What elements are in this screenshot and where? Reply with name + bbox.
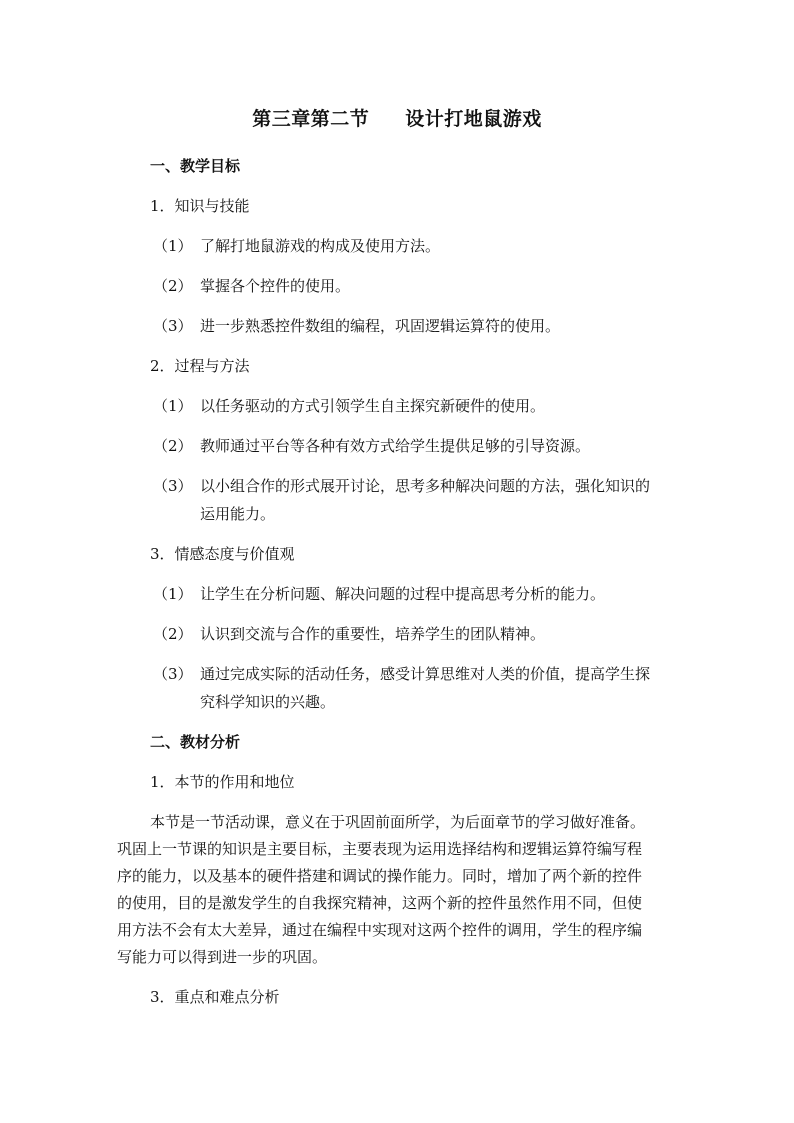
paragraph-line: 巩固上一节课的知识是主要目标，主要表现为运用选择结构和逻辑运算符编写程 [117,840,643,858]
list-item-text: 掌握各个控件的使用。 [200,277,351,295]
section-heading-objectives: 一、教学目标 [150,157,241,175]
paragraph-line: 用方法不会有太大差异，通过在编程中实现对这两个控件的调用，学生的程序编 [117,921,643,939]
list-item-number: （2） [153,437,193,455]
list-item-text: 通过完成实际的活动任务，感受计算思维对人类的价值，提高学生探 [200,665,651,683]
subheading-key-difficult-points: 3．重点和难点分析 [150,988,280,1006]
paragraph-line: 本节是一节活动课，意义在于巩固前面所学，为后面章节的学习做好准备。 [150,813,646,831]
list-item-number: （2） [153,625,193,643]
list-item-number: （3） [153,317,193,335]
list-item-text: 认识到交流与合作的重要性，培养学生的团队精神。 [200,625,546,643]
list-item-text: 进一步熟悉控件数组的编程，巩固逻辑运算符的使用。 [200,317,561,335]
list-item-text: 让学生在分析问题、解决问题的过程中提高思考分析的能力。 [200,585,606,603]
paragraph-line: 写能力可以得到进一步的巩固。 [117,948,328,966]
paragraph-line: 序的能力，以及基本的硬件搭建和调试的操作能力。同时，增加了两个新的控件 [117,867,643,885]
subheading-process-methods: 2．过程与方法 [150,357,250,375]
section-heading-material-analysis: 二、教材分析 [150,733,241,751]
title-chapter: 第三章第二节 [252,108,370,130]
subheading-knowledge-skills: 1．知识与技能 [150,197,250,215]
list-item-text-continued: 运用能力。 [200,505,276,523]
subheading-role-position: 1．本节的作用和地位 [150,773,295,791]
paragraph-line: 的使用，目的是激发学生的自我探究精神，这两个新的控件虽然作用不同，但使 [117,894,643,912]
list-item-number: （2） [153,277,193,295]
list-item-text: 教师通过平台等各种有效方式给学生提供足够的引导资源。 [200,437,591,455]
list-item-number: （3） [153,477,193,495]
list-item-text-continued: 究科学知识的兴趣。 [200,693,336,711]
list-item-number: （3） [153,665,193,683]
list-item-number: （1） [153,237,193,255]
list-item-text: 以任务驱动的方式引领学生自主探究新硬件的使用。 [200,397,546,415]
title-topic: 设计打地鼠游戏 [405,108,542,130]
document-title [0,104,794,131]
list-item-text: 了解打地鼠游戏的构成及使用方法。 [200,237,441,255]
list-item-text: 以小组合作的形式展开讨论，思考多种解决问题的方法，强化知识的 [200,477,651,495]
list-item-number: （1） [153,585,193,603]
subheading-emotion-values: 3．情感态度与价值观 [150,545,295,563]
list-item-number: （1） [153,397,193,415]
